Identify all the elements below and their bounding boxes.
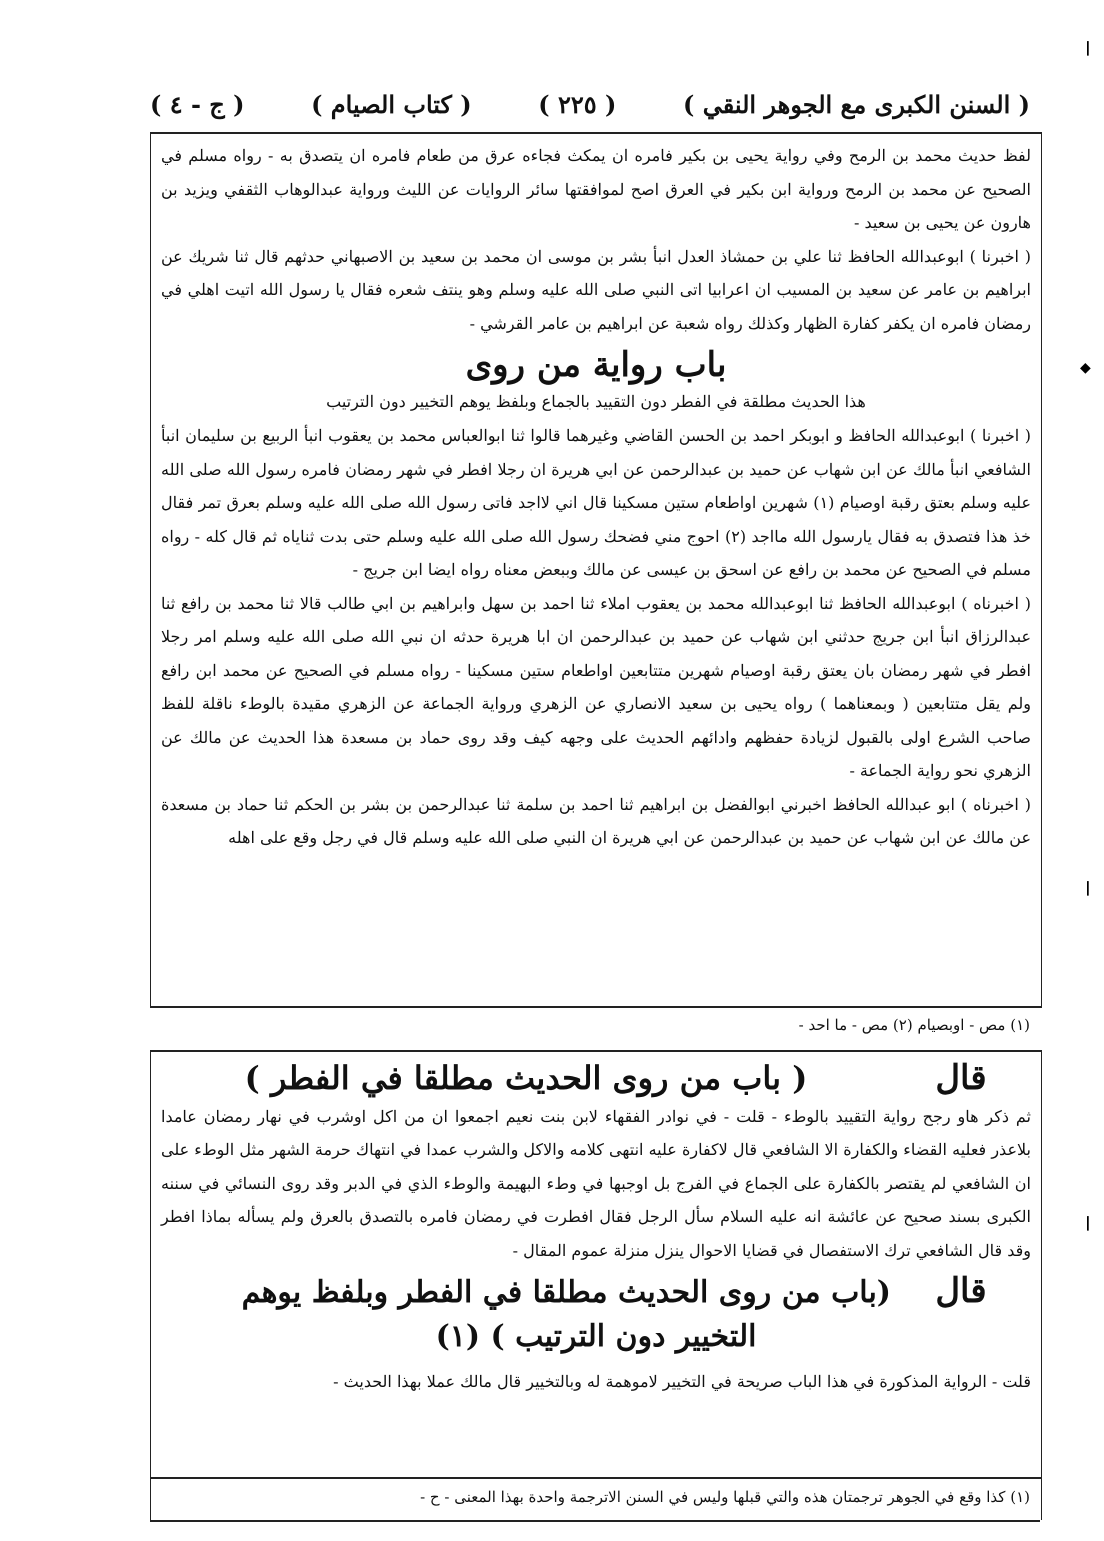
header-chapter: ( كتاب الصيام ) — [311, 89, 472, 119]
commentary-heading-1 — [161, 1058, 1031, 1098]
commentary-title: ( باب من روى الحديث مطلقا في الفطر ) — [244, 1059, 808, 1097]
main-text-frame — [150, 132, 1042, 1008]
main-paragraph: ( اخبرناه ) ابو عبدالله الحافظ اخبرني ابوالفضل بن ابراهيم ثنا احمد بن سلمة ثنا عبدالرحمن بن بشر بن الحكم ثنا حماد بن مسعدة عن مالك عن ابن شهاب عن حميد بن عبدالرحمن عن ابي هريرة ان النبي صلى الله عليه وسلم قال في رجل وقع على اهله — [161, 794, 1032, 847]
qal-label: قال — [935, 1271, 987, 1311]
commentary-frame — [150, 1050, 1042, 1479]
qal-label: قال — [935, 1058, 987, 1098]
commentary-paragraph: ثم ذكر هاو رجح رواية التقييد بالوطء - قلت - في نوادر الفقهاء لابن بنت نعيم اجمعوا ان من اكل اوشرب في نهار رمضان عامدا بلاعذر فعليه القضاء والكفارة الا الشافعي قال لاكفارة عليه انتهى كلامه والاكل والشرب عمدا في انتهاك حرمة الشهر مثل الوطء على ان الشافعي لم يقتصر بالكفارة على الجماع في الفرج بل اوجبها في وطء البهيمة والوطء الذي في الدبر وقد روى النسائي في سننه الكبرى بسند صحيح عن عائشة انه عليه السلام سأل الرجل فقال افطرت في رمضان فامره بالتصدق بالعرق ولم يسأله بماذا افطر وقد قال الشافعي ترك الاستفصال في قضايا الاحوال ينزل منزلة عموم المقال - — [161, 1106, 1032, 1260]
main-paragraph: ( اخبرناه ) ابوعبدالله الحافظ ثنا ابوعبدالله محمد بن يعقوب املاء ثنا احمد بن سهل وابراهيم بن ابي طالب قالا ثنا محمد بن رافع ثنا عبدالرزاق انبأ ابن جريج حدثني ابن شهاب عن حميد بن عبدالرحمن ان ابا هريرة حدثه ان نبي الله صلى الله عليه وسلم امر رجلا افطر في شهر رمضان بان يعتق رقبة اوصيام شهرين متتابعين اواطعام ستين مسكينا - رواه مسلم في الصحيح عن محمد ابن رافع ولم يقل متتابعين ( وبمعناهما ) رواه يحيى بن سعيد الانصاري عن الزهري ورواية الجماعة عن الزهري مقيدة بالوطء ناقلة للفظ صاحب الشرع اولى بالقبول لزيادة حفظهم وادائهم الحديث على وجهه كيف وقد روى حماد بن مسعدة هذا الحديث عن مالك عن الزهري نحو رواية الجماعة - — [161, 593, 1031, 780]
margin-mark: ❘ — [1082, 880, 1094, 896]
margin-mark: ❘ — [1082, 40, 1094, 56]
main-paragraph: ( اخبرنا ) ابوعبدالله الحافظ و ابوبكر احمد بن الحسن القاضي وغيرهما قالوا ثنا ابوالعباس محمد بن يعقوب انبأ الربيع بن سليمان انبأ الشافعي انبأ مالك عن ابن شهاب عن حميد بن عبدالرحمن عن ابي هريرة ان رجلا افطر في شهر رمضان فامره رسول الله صلى الله عليه وسلم بعتق رقبة اوصيام (١) شهرين اواطعام ستين مسكينا قال اني لااجد فاتى رسول الله صلى الله عليه وسلم بعرق تمر فقال خذ هذا فتصدق به فقال يارسول الله مااجد (٢) احوج مني فضحك رسول الله صلى الله عليه وسلم حتى بدت ثناياه ثم قال كله - رواه مسلم في الصحيح عن محمد بن رافع عن اسحق بن عيسى عن مالك وببعض معناه رواه ايضا ابن جريج - — [161, 426, 1032, 579]
header-page-number: ( ٢٢٥ ) — [538, 89, 617, 119]
main-paragraph: ( اخبرنا ) ابوعبدالله الحافظ ثنا علي بن حمشاذ العدل انبأ بشر بن موسى ان محمد بن سعيد بن الاصبهاني حدثهم قال ثنا شريك عن ابراهيم بن عامر عن سعيد بن المسيب ان اعرابيا اتى النبي صلى الله عليه وسلم وهو ينتف شعره فقال يا رسول الله اتيت اهلي في رمضان فامره ان يكفر كفارة الظهار وكذلك رواه شعبة عن ابراهيم بن عامر القرشي - — [161, 246, 1031, 333]
bottom-rule — [150, 1520, 1040, 1522]
footnote-commentary: (١) كذا وقع في الجوهر ترجمتان هذه والتي قبلها وليس في السنن الاترجمة واحدة بهذا المعنى - ح - — [420, 1488, 1030, 1506]
commentary-paragraph: قلت - الرواية المذكورة في هذا الباب صريحة في التخيير لاموهمة له وبالتخيير قال مالك عملا بهذا الحديث - — [333, 1372, 1031, 1391]
header-book-title: ( السنن الكبرى مع الجوهر النقي ) — [682, 89, 1030, 119]
section-title: باب رواية من روى — [465, 345, 727, 385]
footnote-frame-sides — [150, 1477, 1042, 1520]
commentary-text — [151, 1052, 1041, 1399]
main-paragraph: لفظ حديث محمد بن الرمح وفي رواية يحيى بن بكير فامره ان يمكث فجاءه عرق من طعام فامره ان يتصدق به - رواه مسلم في الصحيح عن محمد بن الرمح ورواية ابن بكير في العرق اصح لموافقتها سائر الروايات عن الليث ورواية عبدالوهاب الثقفي ويزيد بن هارون عن يحيى بن سعيد - — [161, 146, 1031, 232]
commentary-heading-2 — [161, 1271, 1031, 1315]
margin-mark: ◆ — [1080, 360, 1091, 376]
footnote-main: (١) مص - اوبصيام (٢) مص - ما احد - — [798, 1016, 1030, 1034]
header-volume: ( ج - ٤ ) — [150, 89, 245, 119]
commentary-title-continued: التخيير دون الترتيب ) (١) — [435, 1319, 757, 1354]
section-subtitle: هذا الحديث مطلقة في الفطر دون التقييد بالجماع وبلفظ يوهم التخيير دون الترتيب — [326, 392, 866, 411]
running-header — [150, 84, 1030, 124]
margin-mark: ❘ — [1082, 1215, 1094, 1231]
commentary-title: (باب من روى الحديث مطلقا في الفطر وبلفظ يوهم — [241, 1275, 891, 1310]
main-text — [151, 134, 1041, 855]
